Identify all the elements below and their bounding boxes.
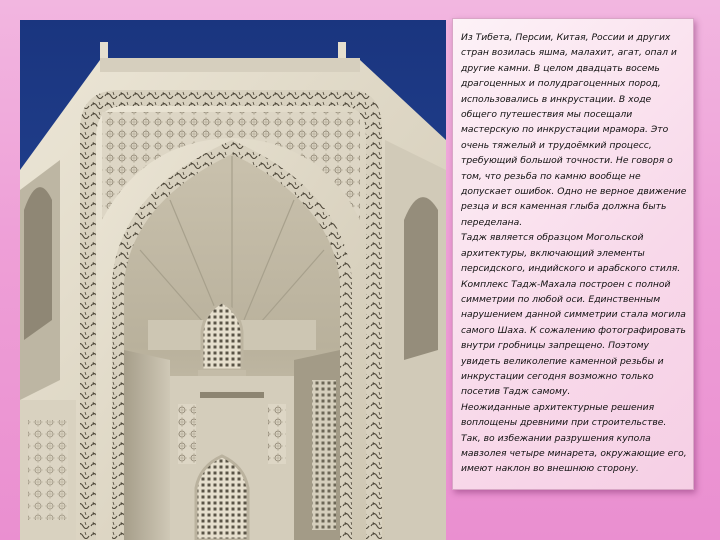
inner-wall-left — [124, 350, 170, 540]
carved-panel-right — [268, 404, 286, 464]
window-sill — [198, 370, 246, 376]
parapet — [100, 58, 360, 72]
taj-mahal-illustration — [20, 20, 446, 540]
taj-mahal-photo — [20, 20, 446, 540]
pillar-carving — [28, 420, 68, 520]
lower-jali-window — [196, 456, 248, 540]
upper-jali-window — [202, 302, 242, 370]
side-screen — [312, 380, 336, 530]
carved-panel-left — [178, 404, 196, 464]
text-panel — [452, 18, 694, 490]
side-niche-left — [24, 187, 52, 340]
description-text: Из Тибета, Персии, Китая, России и других стран возилась яшма, малахит, агат, опал и другие камни. В целом двадцать восемь драгоценных и полудрагоценных пород, использовались в инкрустации. В ходе общего путешествия мы посещали мастерскую по инкрустации мрамора. Это очень тяжелый и трудоёмкий процесс, требующий большой точности. Не говоря о том, что резьба по камню вообще не допускает ошибок. Одно не верное движение резца и вся каменная глыба должна быть переделана. Тадж является образцом Могольской архитектуры, включающий элементы персидского, индийского и арабского стиля. Комплекс Тадж-Махала построен с полной симметрии по любой оси. Единственным нарушением данной симметрии стала могила самого Шаха. К сожалению фотографировать внутри гробницы запрещено. Поэтому увидеть великолепие каменной резьбы и инкрустации сегодня возможно только посетив Тадж самому. Неожиданные архитектурные решения воплощены древними при строительстве. Так, во избежании разрушения купола мавзолея четыре минарета, окружающие его, имеют наклон во внешнюю сторону. — [461, 32, 687, 475]
side-niche-right — [404, 197, 438, 360]
panel-band — [200, 392, 264, 398]
